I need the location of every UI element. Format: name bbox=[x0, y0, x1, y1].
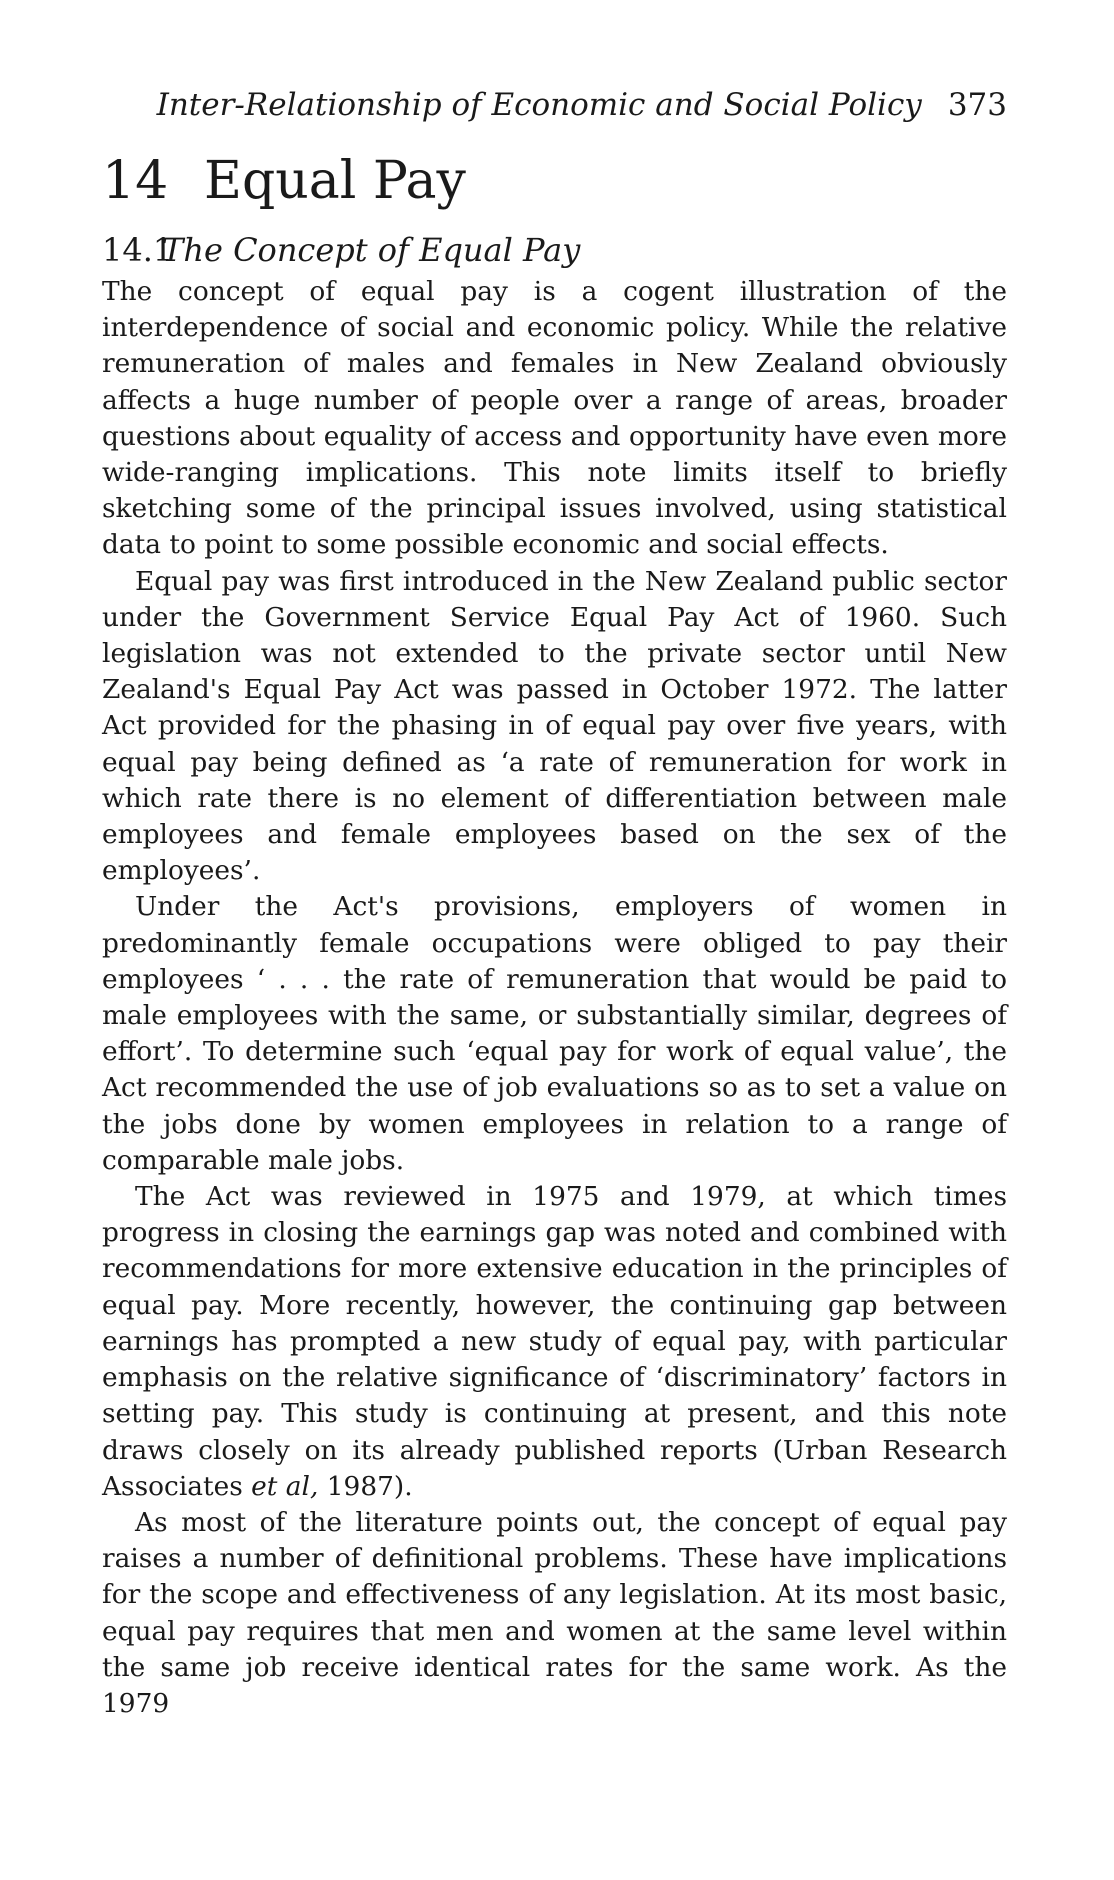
section-title: The Concept of Equal Pay bbox=[162, 231, 581, 269]
running-title: Inter-Relationship of Economic and Social Policy bbox=[156, 87, 922, 123]
page-number: 373 bbox=[947, 87, 1007, 123]
paragraph-4 bbox=[102, 1179, 1007, 1505]
paragraph-5: As most of the literature points out, the concept of equal pay raises a number of definitional problems. These have implications for the scope and effectiveness of any legislation. At its most basic, equal pay requires that men and women at the same level within the same job receive identical rates for the same work. As the 1979 bbox=[102, 1506, 1007, 1719]
paragraph-1: The concept of equal pay is a cogent illustration of the interdependence of social and economic policy. While the relative remuneration of males and females in New Zealand obviously affects a huge number of people over a range of areas, broader questions about equality of access and opportunity have even more wide-ranging implications. This note limits itself to briefly sketching some of the principal issues involved, using statistical data to point to some possible economic and social effects. bbox=[102, 276, 1007, 561]
body-text bbox=[102, 274, 1007, 1722]
running-header bbox=[102, 86, 1007, 126]
book-page bbox=[102, 86, 1007, 1722]
section-heading bbox=[102, 230, 1007, 270]
chapter-heading bbox=[102, 150, 1007, 212]
chapter-title: Equal Pay bbox=[204, 151, 466, 211]
paragraph-2: Equal pay was first introduced in the New Zealand public sector under the Government Service Equal Pay Act of 1960. Such legislation was not extended to the private sector until New Zealand's Equal Pay Act was passed in October 1972. The latter Act provided for the phasing in of equal pay over five years, with equal pay being defined as ‘a rate of remuneration for work in which rate there is no element of differentiation between male employees and female employees based on the sex of the employees’. bbox=[102, 565, 1007, 887]
chapter-number: 14 bbox=[102, 151, 169, 211]
section-number: 14.1 bbox=[102, 231, 174, 269]
paragraph-4-end: 1987). bbox=[318, 1470, 413, 1502]
paragraph-4-text: The Act was reviewed in 1975 and 1979, at which times progress in closing the earnings gap was noted and combined with recommendations for more extensive education in the principles of equal pay. More recently, however, the continuing gap between earnings has prompted a new study of equal pay, with particular emphasis on the relative significance of ‘discriminatory’ factors in setting pay. This study is continuing at present, and this note draws closely on its already published reports (Urban Research Associates bbox=[102, 1181, 1007, 1502]
paragraph-3: Under the Act's provisions, employers of women in predominantly female occupations were obliged to pay their employees ‘ . . . the rate of remuneration that would be paid to male employees with the same, or substantially similar, degrees of effort’. To determine such ‘equal pay for work of equal value’, the Act recommended the use of job evaluations so as to set a value on the jobs done by women employees in relation to a range of comparable male jobs. bbox=[102, 891, 1007, 1176]
citation-et-al: et al, bbox=[251, 1470, 319, 1502]
